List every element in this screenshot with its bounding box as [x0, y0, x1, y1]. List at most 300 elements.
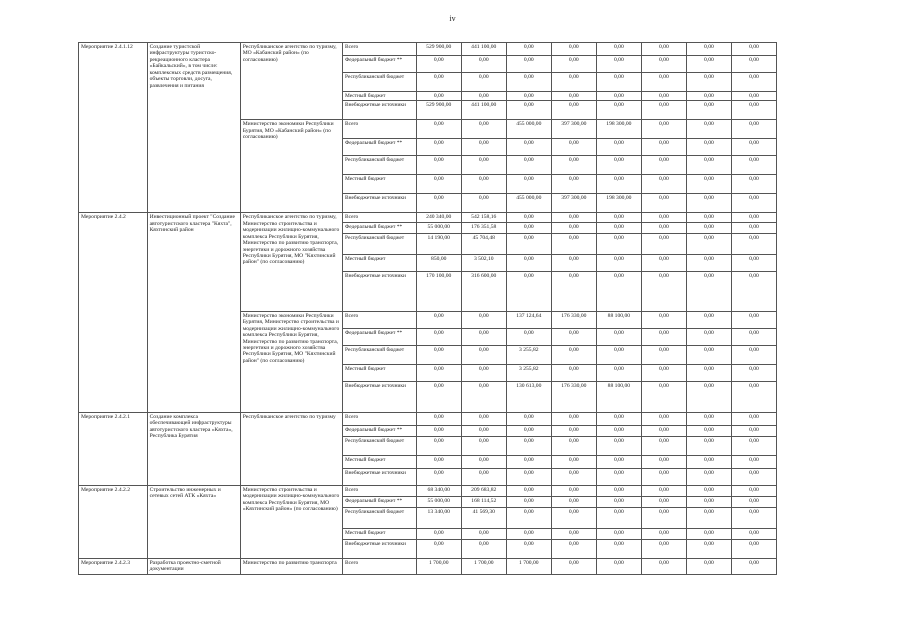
table-row	[79, 43, 777, 56]
table-row	[79, 412, 777, 425]
amount-cell: 0,00	[551, 468, 596, 485]
amount-cell: 0,00	[596, 101, 641, 120]
amount-cell: 0,00	[461, 139, 506, 156]
amount-cell: 0,00	[731, 455, 776, 468]
amount-cell: 0,00	[461, 175, 506, 194]
amount-cell: 0,00	[731, 101, 776, 120]
amount-cell: 0,00	[506, 139, 551, 156]
amount-cell: 0,00	[461, 56, 506, 73]
amount-cell: 0,00	[461, 156, 506, 175]
funding-source-cell: Республиканский бюджет	[343, 436, 417, 455]
amount-cell: 0,00	[686, 73, 731, 92]
amount-cell: 0,00	[641, 175, 686, 194]
amount-cell: 0,00	[731, 436, 776, 455]
funding-source-cell: Местный бюджет	[343, 528, 417, 539]
amount-cell: 68 340,00	[416, 485, 461, 496]
amount-cell: 0,00	[731, 175, 776, 194]
amount-cell: 0,00	[551, 254, 596, 271]
amount-cell: 0,00	[731, 425, 776, 436]
amount-cell: 0,00	[506, 507, 551, 528]
amount-cell: 3 502,10	[461, 254, 506, 271]
funding-source-cell: Федеральный бюджет **	[343, 222, 417, 233]
amount-cell: 0,00	[641, 412, 686, 425]
amount-cell: 0,00	[596, 436, 641, 455]
amount-cell: 0,00	[596, 455, 641, 468]
amount-cell: 0,00	[641, 539, 686, 558]
amount-cell: 0,00	[551, 175, 596, 194]
amount-cell: 0,00	[686, 539, 731, 558]
funding-source-cell: Всего	[343, 213, 417, 222]
amount-cell: 0,00	[641, 222, 686, 233]
funding-source-cell: Федеральный бюджет **	[343, 139, 417, 156]
funding-source-cell: Всего	[343, 558, 417, 574]
funding-source-cell: Всего	[343, 311, 417, 328]
event-cell: Мероприятие 2.4.2	[79, 213, 148, 412]
amount-cell: 0,00	[686, 43, 731, 56]
funding-source-cell: Республиканский бюджет	[343, 73, 417, 92]
amount-cell: 0,00	[731, 345, 776, 364]
amount-cell: 0,00	[506, 436, 551, 455]
amount-cell: 0,00	[596, 539, 641, 558]
amount-cell: 0,00	[731, 120, 776, 139]
amount-cell: 0,00	[731, 485, 776, 496]
amount-cell: 0,00	[461, 468, 506, 485]
amount-cell: 0,00	[596, 412, 641, 425]
amount-cell: 0,00	[416, 73, 461, 92]
amount-cell: 455 000,00	[506, 120, 551, 139]
amount-cell: 0,00	[461, 539, 506, 558]
funding-source-cell: Федеральный бюджет **	[343, 425, 417, 436]
amount-cell: 0,00	[461, 436, 506, 455]
amount-cell: 13 340,00	[416, 507, 461, 528]
amount-cell: 0,00	[641, 425, 686, 436]
amount-cell: 0,00	[506, 156, 551, 175]
amount-cell: 0,00	[416, 364, 461, 381]
amount-cell: 0,00	[731, 56, 776, 73]
amount-cell: 0,00	[641, 120, 686, 139]
amount-cell: 0,00	[461, 364, 506, 381]
amount-cell: 0,00	[506, 412, 551, 425]
amount-cell: 0,00	[416, 175, 461, 194]
funding-source-cell: Федеральный бюджет **	[343, 496, 417, 507]
amount-cell: 168 114,52	[461, 496, 506, 507]
amount-cell: 0,00	[731, 328, 776, 345]
amount-cell: 0,00	[641, 485, 686, 496]
funding-source-cell: Внебюджетные источники	[343, 381, 417, 412]
amount-cell: 850,00	[416, 254, 461, 271]
amount-cell: 0,00	[551, 496, 596, 507]
amount-cell: 0,00	[551, 528, 596, 539]
amount-cell: 0,00	[551, 425, 596, 436]
amount-cell: 0,00	[641, 507, 686, 528]
amount-cell: 0,00	[506, 254, 551, 271]
amount-cell: 0,00	[731, 558, 776, 574]
amount-cell: 0,00	[641, 101, 686, 120]
amount-cell: 0,00	[461, 120, 506, 139]
amount-cell: 0,00	[416, 311, 461, 328]
amount-cell: 0,00	[596, 139, 641, 156]
funding-source-cell: Республиканский бюджет	[343, 345, 417, 364]
funding-source-cell: Республиканский бюджет	[343, 507, 417, 528]
amount-cell: 0,00	[596, 364, 641, 381]
amount-cell: 0,00	[551, 345, 596, 364]
amount-cell: 0,00	[641, 213, 686, 222]
amount-cell: 0,00	[416, 528, 461, 539]
amount-cell: 0,00	[506, 328, 551, 345]
event-name-cell: Создание туристской инфраструктуры туристско-рекреационного кластера «Байкальский», в том числе: комплексных средств размещения, объекты торговли, досуга, развлечения и питания	[147, 43, 240, 213]
amount-cell: 0,00	[506, 425, 551, 436]
amount-cell: 0,00	[641, 496, 686, 507]
amount-cell: 0,00	[551, 412, 596, 425]
executor-cell: Республиканское агентство по туризму, Министерство строительства и модернизации жилищно-коммунального комплекса Республики Бурятия, Министерство по развитию транспорта, энергетики и дорожного хозяйства Республики Бурятия, МО "Кяхтинский район" (по согласованию)	[240, 213, 342, 311]
amount-cell: 0,00	[731, 222, 776, 233]
amount-cell: 170 100,00	[416, 271, 461, 311]
amount-cell: 0,00	[686, 381, 731, 412]
amount-cell: 0,00	[641, 73, 686, 92]
amount-cell: 0,00	[731, 73, 776, 92]
amount-cell: 0,00	[596, 73, 641, 92]
amount-cell: 0,00	[686, 56, 731, 73]
funding-source-cell: Федеральный бюджет **	[343, 328, 417, 345]
amount-cell: 0,00	[596, 485, 641, 496]
amount-cell: 0,00	[641, 381, 686, 412]
amount-cell: 0,00	[551, 233, 596, 254]
amount-cell: 0,00	[596, 425, 641, 436]
amount-cell: 0,00	[596, 175, 641, 194]
event-cell: Мероприятие 2.4.2.3	[79, 558, 148, 574]
amount-cell: 0,00	[551, 139, 596, 156]
amount-cell: 0,00	[506, 73, 551, 92]
amount-cell: 0,00	[461, 194, 506, 213]
executor-cell: Министерство экономики Республики Бурятия, Министерство строительства и модернизации жилищно-коммунального комплекса Республики Бурятия, Министерство по развитию транспорта, энергетики и дорожного хозяйства Республики Бурятия, МО "Кяхтинский район" (по согласованию)	[240, 311, 342, 412]
amount-cell: 0,00	[551, 539, 596, 558]
amount-cell: 198 300,00	[596, 194, 641, 213]
amount-cell: 0,00	[416, 194, 461, 213]
amount-cell: 0,00	[416, 425, 461, 436]
budget-table	[78, 42, 777, 575]
funding-source-cell: Местный бюджет	[343, 254, 417, 271]
amount-cell: 0,00	[686, 436, 731, 455]
amount-cell: 0,00	[731, 213, 776, 222]
amount-cell: 88 100,00	[596, 311, 641, 328]
funding-source-cell: Внебюджетные источники	[343, 101, 417, 120]
amount-cell: 0,00	[731, 139, 776, 156]
amount-cell: 0,00	[686, 485, 731, 496]
amount-cell: 0,00	[461, 425, 506, 436]
amount-cell: 0,00	[506, 485, 551, 496]
amount-cell: 0,00	[686, 254, 731, 271]
event-cell: Мероприятие 2.4.2.1	[79, 412, 148, 485]
amount-cell: 176 330,00	[551, 381, 596, 412]
amount-cell: 0,00	[686, 528, 731, 539]
amount-cell: 0,00	[551, 213, 596, 222]
amount-cell: 0,00	[641, 56, 686, 73]
amount-cell: 0,00	[686, 468, 731, 485]
amount-cell: 0,00	[641, 254, 686, 271]
amount-cell: 0,00	[641, 271, 686, 311]
amount-cell: 198 300,00	[596, 120, 641, 139]
event-name-cell: Строительство инженерных и сетевых сетей АТК «Кяхта»	[147, 485, 240, 558]
amount-cell: 0,00	[731, 528, 776, 539]
amount-cell: 0,00	[461, 311, 506, 328]
amount-cell: 0,00	[596, 254, 641, 271]
amount-cell: 0,00	[596, 156, 641, 175]
amount-cell: 0,00	[686, 156, 731, 175]
amount-cell: 0,00	[551, 271, 596, 311]
amount-cell: 0,00	[686, 345, 731, 364]
amount-cell: 0,00	[506, 468, 551, 485]
amount-cell: 0,00	[641, 364, 686, 381]
amount-cell: 0,00	[686, 271, 731, 311]
amount-cell: 0,00	[731, 156, 776, 175]
amount-cell: 55 000,00	[416, 496, 461, 507]
amount-cell: 0,00	[596, 528, 641, 539]
table-row	[79, 213, 777, 222]
amount-cell: 0,00	[731, 194, 776, 213]
amount-cell: 0,00	[731, 92, 776, 101]
amount-cell: 0,00	[641, 156, 686, 175]
amount-cell: 0,00	[416, 468, 461, 485]
amount-cell: 0,00	[686, 233, 731, 254]
amount-cell: 0,00	[506, 539, 551, 558]
amount-cell: 137 124,64	[506, 311, 551, 328]
amount-cell: 0,00	[641, 328, 686, 345]
amount-cell: 209 683,82	[461, 485, 506, 496]
funding-source-cell: Внебюджетные источники	[343, 539, 417, 558]
amount-cell: 0,00	[506, 56, 551, 73]
amount-cell: 529 900,00	[416, 101, 461, 120]
amount-cell: 0,00	[416, 539, 461, 558]
amount-cell: 0,00	[551, 328, 596, 345]
amount-cell: 0,00	[551, 222, 596, 233]
amount-cell: 0,00	[686, 222, 731, 233]
amount-cell: 455 000,00	[506, 194, 551, 213]
amount-cell: 316 600,00	[461, 271, 506, 311]
amount-cell: 88 100,00	[596, 381, 641, 412]
executor-cell: Республиканское агентство по туризму, МО «Кабанский район» (по согласованию)	[240, 43, 342, 120]
amount-cell: 0,00	[731, 539, 776, 558]
amount-cell: 0,00	[686, 194, 731, 213]
amount-cell: 45 704,48	[461, 233, 506, 254]
event-name-cell: Разработка проектно-сметной документации	[147, 558, 240, 574]
amount-cell: 0,00	[461, 412, 506, 425]
amount-cell: 0,00	[596, 213, 641, 222]
amount-cell: 0,00	[506, 43, 551, 56]
amount-cell: 0,00	[596, 507, 641, 528]
amount-cell: 0,00	[596, 222, 641, 233]
amount-cell: 0,00	[551, 101, 596, 120]
amount-cell: 0,00	[686, 311, 731, 328]
table-row	[79, 558, 777, 574]
amount-cell: 0,00	[551, 43, 596, 56]
amount-cell: 0,00	[686, 364, 731, 381]
page-number: iv	[449, 14, 456, 23]
amount-cell: 0,00	[686, 412, 731, 425]
amount-cell: 0,00	[731, 364, 776, 381]
amount-cell: 0,00	[461, 92, 506, 101]
executor-cell: Министерство экономики Республики Бурятия, МО «Кабанский район» (по согласованию)	[240, 120, 342, 213]
amount-cell: 0,00	[506, 528, 551, 539]
amount-cell: 0,00	[641, 233, 686, 254]
amount-cell: 0,00	[686, 496, 731, 507]
amount-cell: 0,00	[461, 73, 506, 92]
amount-cell: 0,00	[731, 43, 776, 56]
amount-cell: 0,00	[506, 455, 551, 468]
amount-cell: 3 255,82	[506, 345, 551, 364]
amount-cell: 130 613,00	[506, 381, 551, 412]
amount-cell: 0,00	[686, 507, 731, 528]
amount-cell: 0,00	[506, 233, 551, 254]
amount-cell: 0,00	[461, 345, 506, 364]
amount-cell: 176 330,00	[551, 311, 596, 328]
amount-cell: 0,00	[551, 364, 596, 381]
amount-cell: 0,00	[506, 175, 551, 194]
amount-cell: 0,00	[686, 558, 731, 574]
amount-cell: 0,00	[596, 328, 641, 345]
amount-cell: 0,00	[686, 92, 731, 101]
amount-cell: 0,00	[641, 528, 686, 539]
amount-cell: 0,00	[641, 92, 686, 101]
amount-cell: 0,00	[506, 496, 551, 507]
amount-cell: 0,00	[506, 222, 551, 233]
amount-cell: 176 351,58	[461, 222, 506, 233]
amount-cell: 0,00	[551, 92, 596, 101]
amount-cell: 0,00	[551, 455, 596, 468]
amount-cell: 55 000,00	[416, 222, 461, 233]
funding-source-cell: Местный бюджет	[343, 455, 417, 468]
amount-cell: 0,00	[551, 436, 596, 455]
amount-cell: 0,00	[596, 43, 641, 56]
amount-cell: 0,00	[686, 213, 731, 222]
amount-cell: 0,00	[416, 120, 461, 139]
amount-cell: 14 190,00	[416, 233, 461, 254]
amount-cell: 0,00	[596, 345, 641, 364]
amount-cell: 41 569,30	[461, 507, 506, 528]
amount-cell: 0,00	[641, 436, 686, 455]
amount-cell: 0,00	[416, 412, 461, 425]
amount-cell: 0,00	[686, 139, 731, 156]
amount-cell: 3 255,82	[506, 364, 551, 381]
amount-cell: 0,00	[416, 436, 461, 455]
amount-cell: 0,00	[551, 485, 596, 496]
funding-source-cell: Внебюджетные источники	[343, 194, 417, 213]
amount-cell: 397 300,00	[551, 120, 596, 139]
amount-cell: 0,00	[686, 175, 731, 194]
amount-cell: 0,00	[731, 468, 776, 485]
amount-cell: 0,00	[416, 455, 461, 468]
amount-cell: 0,00	[551, 558, 596, 574]
amount-cell: 1 700,00	[416, 558, 461, 574]
event-cell: Мероприятие 2.4.1.12	[79, 43, 148, 213]
amount-cell: 0,00	[551, 73, 596, 92]
amount-cell: 0,00	[731, 254, 776, 271]
amount-cell: 0,00	[551, 156, 596, 175]
amount-cell: 0,00	[416, 328, 461, 345]
amount-cell: 0,00	[641, 468, 686, 485]
amount-cell: 0,00	[731, 507, 776, 528]
executor-cell: Министерство строительства и модернизации жилищно-коммунального комплекса Республики Бурятия, МО «Кяхтинский район» (по согласованию)	[240, 485, 342, 558]
amount-cell: 0,00	[461, 528, 506, 539]
amount-cell: 0,00	[731, 381, 776, 412]
executor-cell: Республиканское агентство по туризму	[240, 412, 342, 485]
amount-cell: 0,00	[596, 56, 641, 73]
funding-source-cell: Всего	[343, 43, 417, 56]
funding-source-cell: Местный бюджет	[343, 92, 417, 101]
amount-cell: 0,00	[731, 271, 776, 311]
amount-cell: 0,00	[596, 92, 641, 101]
funding-source-cell: Федеральный бюджет **	[343, 56, 417, 73]
amount-cell: 0,00	[416, 56, 461, 73]
event-cell: Мероприятие 2.4.2.2	[79, 485, 148, 558]
amount-cell: 0,00	[461, 455, 506, 468]
amount-cell: 0,00	[731, 412, 776, 425]
amount-cell: 0,00	[506, 213, 551, 222]
table-row	[79, 485, 777, 496]
amount-cell: 0,00	[641, 455, 686, 468]
amount-cell: 0,00	[641, 311, 686, 328]
funding-source-cell: Республиканский бюджет	[343, 233, 417, 254]
amount-cell: 0,00	[551, 507, 596, 528]
amount-cell: 0,00	[506, 92, 551, 101]
funding-source-cell: Внебюджетные источники	[343, 271, 417, 311]
amount-cell: 0,00	[596, 233, 641, 254]
amount-cell: 0,00	[596, 468, 641, 485]
funding-source-cell: Местный бюджет	[343, 364, 417, 381]
amount-cell: 0,00	[551, 56, 596, 73]
amount-cell: 0,00	[506, 101, 551, 120]
amount-cell: 0,00	[686, 101, 731, 120]
amount-cell: 441 100,00	[461, 101, 506, 120]
amount-cell: 0,00	[686, 425, 731, 436]
amount-cell: 0,00	[416, 381, 461, 412]
executor-cell: Министерство по развитию транспорта	[240, 558, 342, 574]
event-name-cell: Создание комплекса обеспечивающей инфраструктуры автотуристского кластера «Кяхта», Республика Бурятия	[147, 412, 240, 485]
amount-cell: 0,00	[731, 496, 776, 507]
amount-cell: 0,00	[641, 139, 686, 156]
amount-cell: 240 340,00	[416, 213, 461, 222]
amount-cell: 0,00	[416, 156, 461, 175]
amount-cell: 0,00	[416, 345, 461, 364]
amount-cell: 397 300,00	[551, 194, 596, 213]
funding-source-cell: Местный бюджет	[343, 175, 417, 194]
amount-cell: 0,00	[506, 271, 551, 311]
amount-cell: 0,00	[731, 311, 776, 328]
amount-cell: 529 900,00	[416, 43, 461, 56]
amount-cell: 0,00	[641, 43, 686, 56]
amount-cell: 0,00	[416, 139, 461, 156]
amount-cell: 0,00	[641, 345, 686, 364]
amount-cell: 0,00	[686, 328, 731, 345]
amount-cell: 0,00	[641, 194, 686, 213]
amount-cell: 0,00	[461, 328, 506, 345]
amount-cell: 0,00	[731, 233, 776, 254]
amount-cell: 0,00	[596, 271, 641, 311]
amount-cell: 0,00	[416, 92, 461, 101]
funding-source-cell: Республиканский бюджет	[343, 156, 417, 175]
amount-cell: 0,00	[596, 496, 641, 507]
amount-cell: 0,00	[596, 558, 641, 574]
amount-cell: 0,00	[461, 381, 506, 412]
amount-cell: 0,00	[686, 455, 731, 468]
amount-cell: 0,00	[686, 120, 731, 139]
amount-cell: 1 700,00	[461, 558, 506, 574]
amount-cell: 542 158,16	[461, 213, 506, 222]
funding-source-cell: Внебюджетные источники	[343, 468, 417, 485]
amount-cell: 1 700,00	[506, 558, 551, 574]
amount-cell: 0,00	[641, 558, 686, 574]
amount-cell: 441 100,00	[461, 43, 506, 56]
event-name-cell: Инвестиционный проект "Создание автотуристского кластера "Кяхта", Кяхтинский район	[147, 213, 240, 412]
